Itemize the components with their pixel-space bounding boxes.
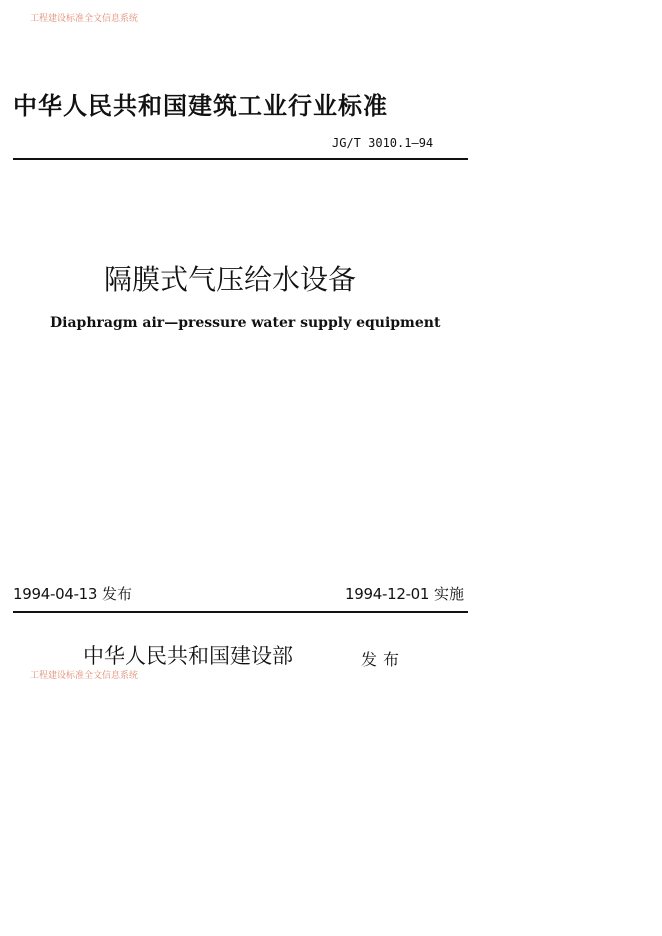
publisher-action: 发布 (361, 650, 406, 669)
top-divider (13, 158, 468, 160)
effective-date: 1994-12-01 (345, 585, 430, 603)
issue-date-line (13, 583, 132, 604)
watermark-middle: 工程建设标准全文信息系统 (30, 671, 139, 681)
publisher-ministry: 中华人民共和国建设部 (83, 644, 293, 668)
document-title-zh: 隔膜式气压给水设备 (104, 263, 357, 296)
watermark-top: 工程建设标准全文信息系统 (30, 14, 139, 24)
effective-label: 实施 (433, 585, 464, 603)
issuer-title: 中华人民共和国建筑工业行业标准 (13, 92, 388, 120)
document-title-en: Diaphragm air—pressure water supply equipment (50, 315, 441, 331)
bottom-divider (13, 611, 468, 613)
standard-code: JG/T 3010.1—94 (332, 136, 434, 150)
issue-label: 发布 (101, 585, 132, 603)
issue-date: 1994-04-13 (13, 585, 98, 603)
effective-date-line (345, 583, 464, 604)
